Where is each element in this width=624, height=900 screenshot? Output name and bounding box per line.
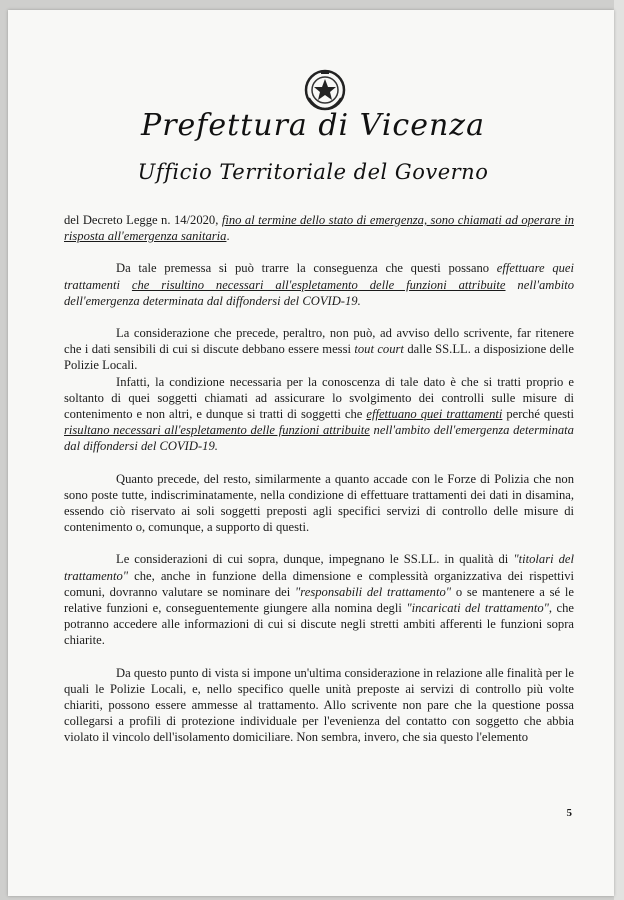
- paragraph-6: [64, 551, 574, 648]
- letterhead-subtitle: Ufficio Territoriale del Governo: [137, 160, 489, 184]
- paragraph-6-italic-1: "titolari del trattamento": [64, 552, 575, 583]
- paragraph-2: [64, 260, 574, 309]
- paragraph-3-end: dalle SS.LL. a disposizione delle Polizie Locali.: [64, 342, 575, 373]
- paragraph-2-italic-end: nell'ambito dell'emergenza determinata dal diffondersi del COVID-19.: [64, 277, 574, 308]
- paragraph-4-middle: perché questi: [502, 407, 574, 422]
- paragraph-4-text: Infatti, la condizione necessaria per la conoscenza di tale dato è che si tratti proprio e soltanto di quei soggetti chiamati ad assicurare lo svolgimento dei controlli sulle misure di contenimento e non altri, e dunque si tratti di soggetti che: [64, 374, 574, 422]
- paragraph-6-italic-2: "responsabili del trattamento": [295, 584, 452, 599]
- paragraph-2-text: Da tale premessa si può trarre la conseguenza che questi possano: [116, 261, 497, 276]
- letterhead-title: Prefettura di Vicenza: [141, 108, 485, 143]
- document-body: [64, 212, 574, 762]
- paragraph-3: [64, 325, 574, 374]
- paragraph-7: Da questo punto di vista si impone un'ultima considerazione in relazione alle finalità per le quali le Polizie Locali, e, nello specifico quelle unità preposte ai servizi di controllo più volte chiariti, possono essere ammesse al trattamento. Allo scrivente non pare che la questione possa collegarsi a profili di protezione individuale per l'evenienza del contatto con soggetto che abbia violato il vincolo dell'isolamento domiciliare. Non sembra, invero, che sia questo l'elemento: [64, 665, 574, 745]
- paragraph-2-italic: effettuare quei trattamenti: [64, 261, 574, 292]
- paragraph-6-end: , che potranno accedere alle informazioni di cui si discute negli stretti ambiti afferenti le funzioni sopra chiarite.: [64, 601, 575, 648]
- paragraph-6-italic-3: "incaricati del trattamento": [406, 601, 549, 616]
- page-number: 5: [566, 807, 572, 819]
- paragraph-1-end: .: [226, 229, 230, 244]
- paragraph-6-text: Le considerazioni di cui sopra, dunque, impegnano le SS.LL. in qualità di: [116, 552, 514, 567]
- paragraph-1-emphasis: fino al termine dello stato di emergenza, sono chiamati ad operare in risposta all'emergenza sanitaria: [64, 213, 574, 244]
- paragraph-5: Quanto precede, del resto, similarmente a quanto accade con le Forze di Polizia che non sono poste tutte, indiscriminatamente, nella condizione di effettuare trattamenti dei dati in disamina, essendo ciò riservato ai soli soggetti preposti agli specifici servizi di controllo delle misure di contenimento o, comunque, a supporto di questi.: [64, 471, 574, 535]
- paragraph-6-middle-1: che, anche in funzione della dimensione e complessità organizzativa dei rispettivi comuni, dovranno valutare se nominare dei: [64, 568, 574, 599]
- paragraph-3-italic: tout court: [354, 342, 404, 357]
- paragraph-4: [64, 374, 574, 455]
- paragraph-4-italic-end: nell'ambito dell'emergenza determinata dal diffondersi del COVID-19.: [64, 423, 574, 454]
- paragraph-4-underlined-2: risultano necessari all'espletamento delle funzioni attribuite: [64, 423, 370, 438]
- paragraph-1: [64, 212, 574, 244]
- paragraph-6-middle-2: o se mantenere a sé le relative funzioni e, conseguentemente giungere alla nomina degli: [64, 584, 574, 616]
- paragraph-2-space: [120, 278, 132, 292]
- italian-republic-emblem-icon: [303, 68, 347, 112]
- paragraph-4-underlined: effettuano quei trattamenti: [366, 407, 503, 422]
- paragraph-1-text: del Decreto Legge n. 14/2020,: [64, 213, 222, 227]
- paragraph-2-underlined: che risultino necessari all'espletamento delle funzioni attribuite: [131, 277, 506, 292]
- paragraph-3-text: La considerazione che precede, peraltro, non può, ad avviso dello scrivente, far ritenere che i dati sensibili di cui si discute debbano essere messi: [64, 326, 574, 357]
